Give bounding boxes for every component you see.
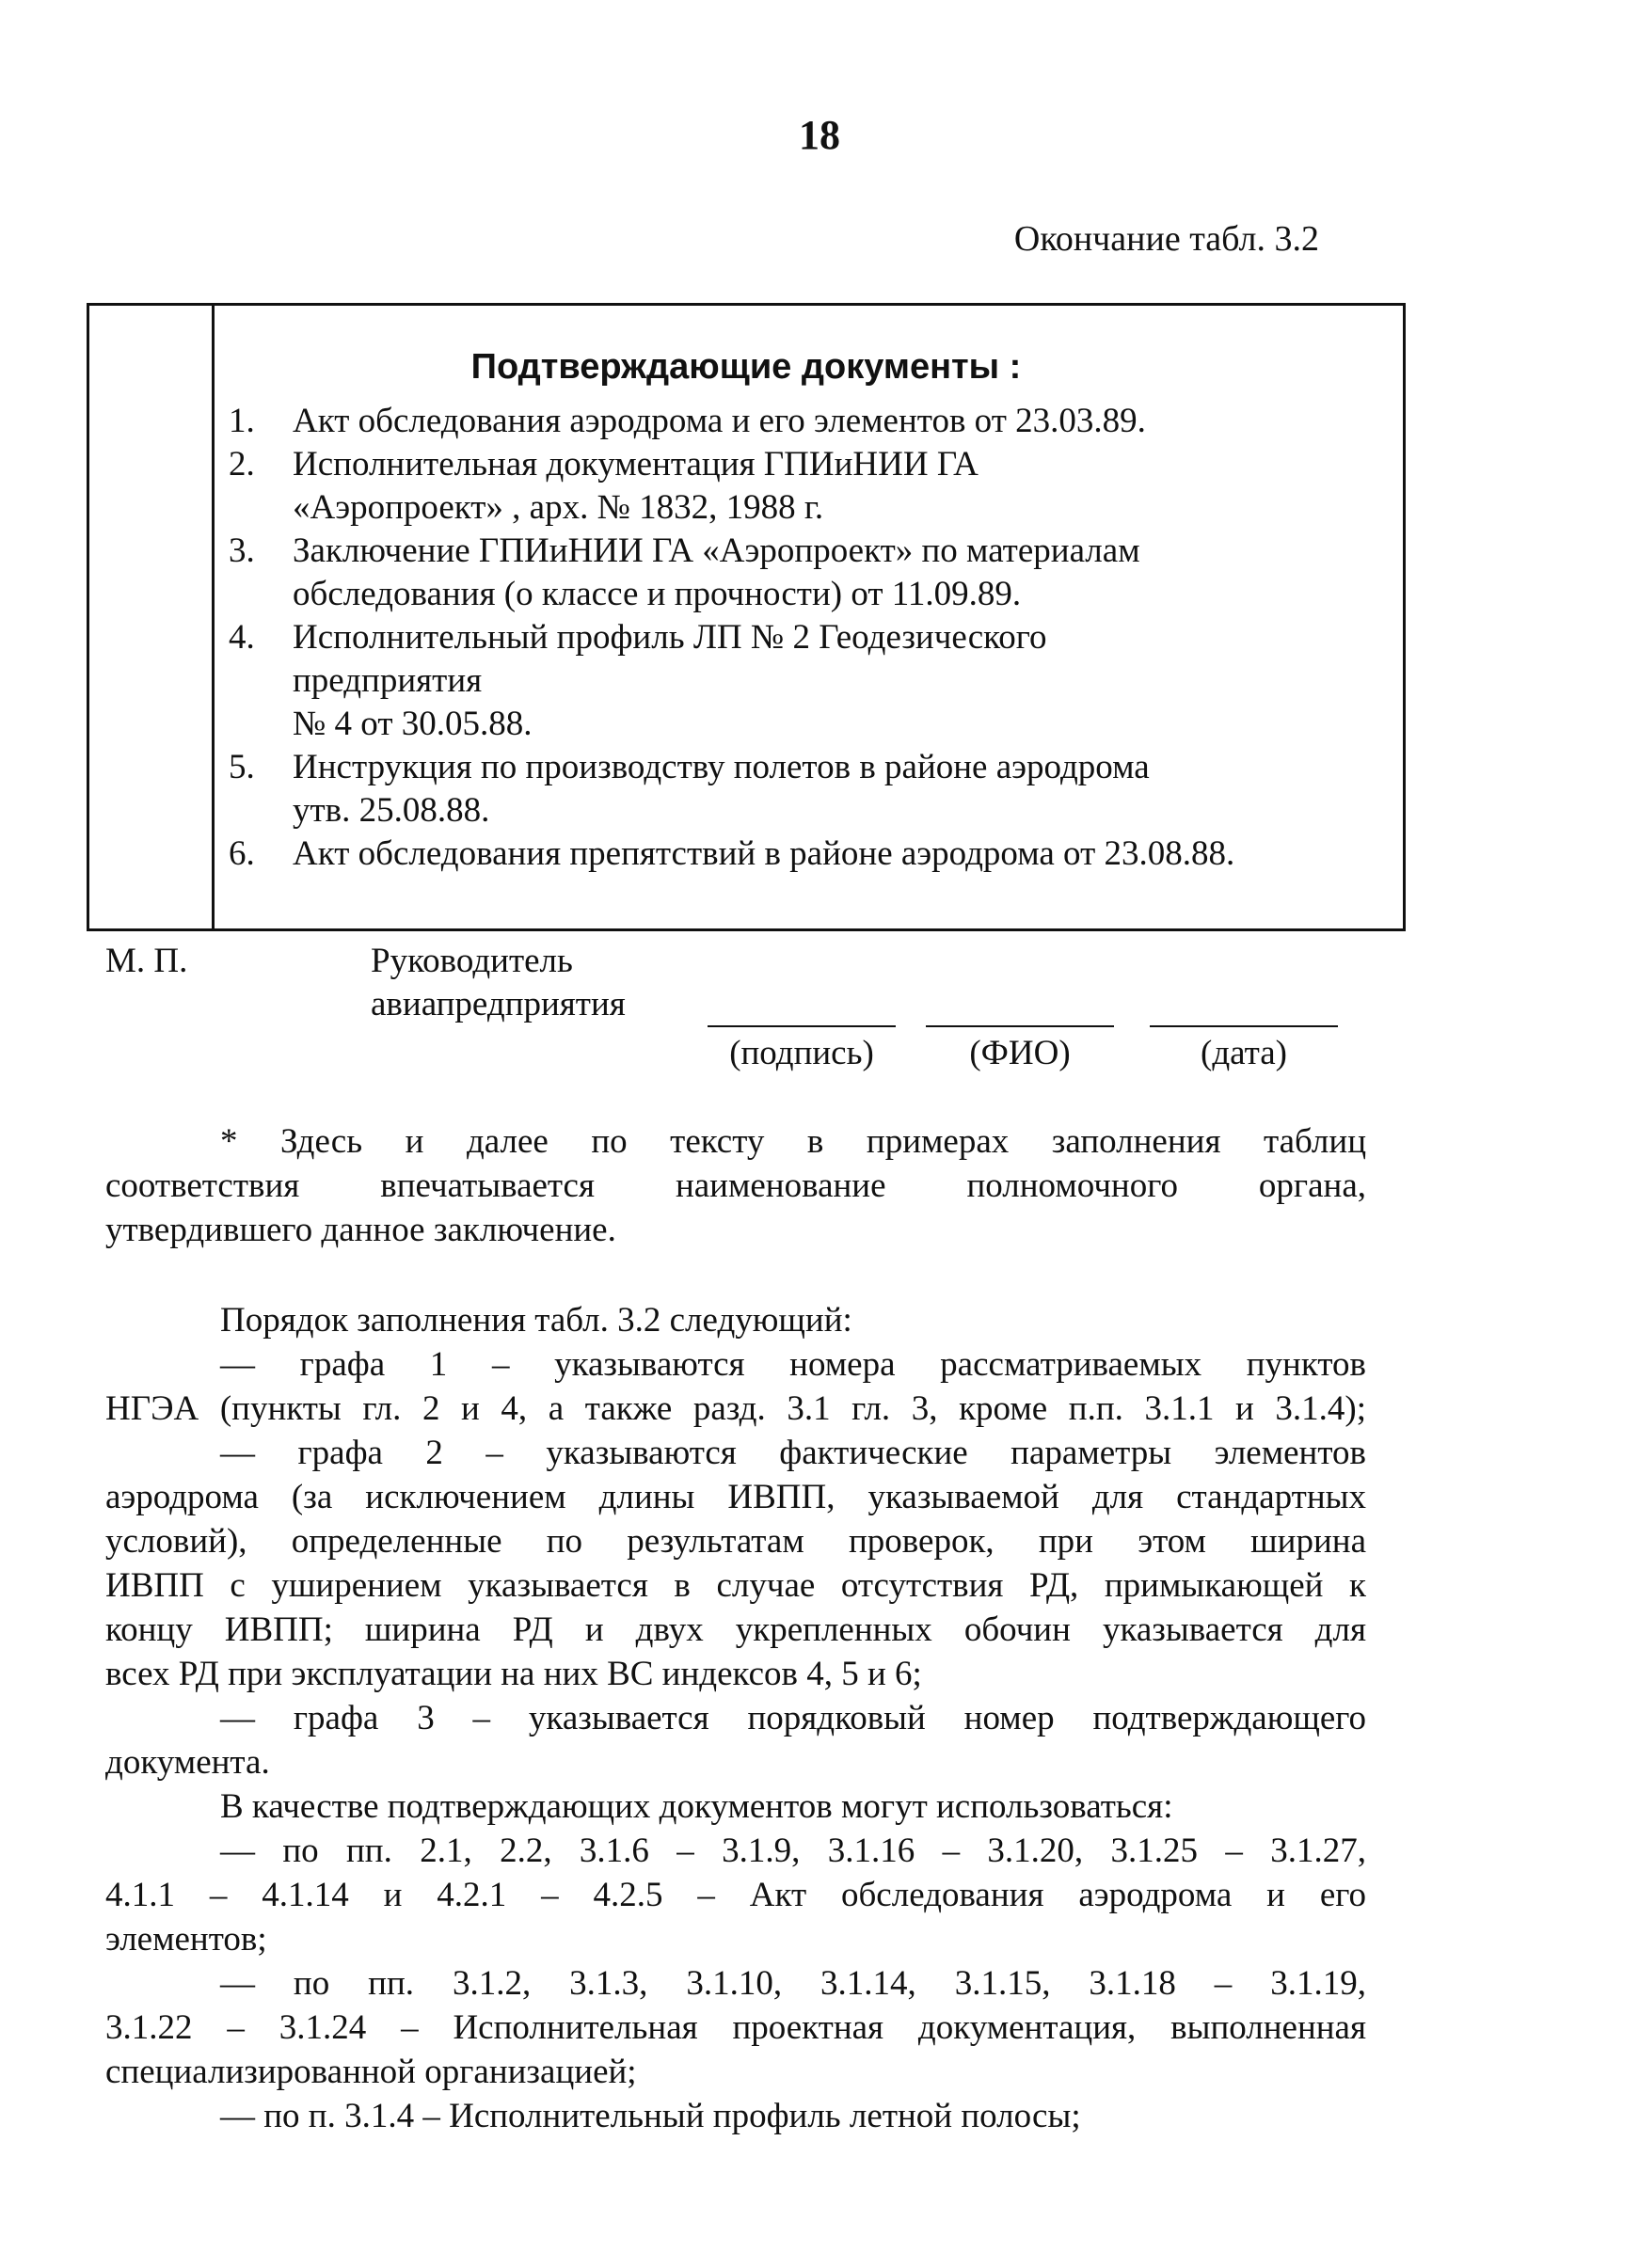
footnote-line: утвердившего данное заключение. (105, 1211, 616, 1249)
date-line (1150, 1025, 1338, 1027)
item-text: «Аэропроект» , арх. № 1832, 1988 г. (293, 488, 824, 527)
table-continuation-label: Окончание табл. 3.2 (1013, 219, 1319, 259)
text-line: документа. (105, 1743, 270, 1782)
name-field (926, 997, 1114, 1073)
item-text: предприятия (293, 661, 483, 700)
list-item (229, 530, 1395, 616)
text-line: условий), определенные по результатам проверок, при этом ширина (105, 1522, 1366, 1561)
footnote-line: соответствия впечатывается наименование полномочного органа, (105, 1166, 1366, 1205)
text-line: ИВПП с уширением указывается в случае отсутствия РД, примыкающей к (105, 1566, 1366, 1605)
item-text: Заключение ГПИиНИИ ГА «Аэропроект» по материалам (293, 531, 1140, 570)
name-line (926, 1025, 1114, 1027)
item-number: 1. (229, 402, 255, 440)
text-line: специализированной организацией; (105, 2053, 637, 2091)
item-text: Акт обследования аэродрома и его элементов от 23.03.89. (293, 402, 1146, 440)
item-number: 4. (229, 618, 255, 657)
manager-title: Руководитель (371, 942, 573, 980)
page-number: 18 (799, 112, 840, 158)
signature-line (708, 1025, 896, 1027)
item-text: Исполнительная документация ГПИиНИИ ГА (293, 445, 979, 484)
text-line: 4.1.1 – 4.1.14 и 4.2.1 – 4.2.5 – Акт обследования аэродрома и его (105, 1876, 1366, 1914)
text-line: — графа 3 – указывается порядковый номер подтверждающего (220, 1699, 1366, 1737)
text-line: — по пп. 2.1, 2.2, 3.1.6 – 3.1.9, 3.1.16 – 3.1.20, 3.1.25 – 3.1.27, (220, 1832, 1366, 1870)
list-item (229, 616, 1395, 746)
list-item (229, 443, 1395, 530)
signature-field (708, 997, 896, 1073)
signature-block (105, 941, 1404, 1082)
list-item (229, 400, 1395, 443)
text-line: — графа 2 – указываются фактические параметры элементов (220, 1434, 1366, 1472)
text-line: аэродрома (за исключением длины ИВПП, указываемой для стандартных (105, 1478, 1366, 1516)
item-text: утв. 25.08.88. (293, 791, 490, 830)
list-item (229, 833, 1395, 876)
item-number: 3. (229, 531, 255, 570)
instructions-text (105, 1298, 1366, 2138)
manager-title: авиапредприятия (371, 985, 626, 1023)
stamp-label: М. П. (105, 942, 188, 980)
signature-caption: (подпись) (729, 1034, 874, 1072)
documents-table (87, 303, 1406, 931)
item-number: 2. (229, 445, 255, 484)
paragraph: В качестве подтверждающих документов могут использоваться: (220, 1787, 1173, 1826)
item-text: Инструкция по производству полетов в районе аэродрома (293, 748, 1150, 786)
text-line: концу ИВПП; ширина РД и двух укрепленных обочин указывается для (105, 1610, 1366, 1649)
text-line: всех РД при эксплуатации на них ВС индексов 4, 5 и 6; (105, 1655, 922, 1693)
name-caption: (ФИО) (969, 1034, 1071, 1072)
item-text: № 4 от 30.05.88. (293, 705, 533, 743)
text-line: НГЭА (пункты гл. 2 и 4, а также разд. 3.1 гл. 3, кроме п.п. 3.1.1 и 3.1.4); (105, 1389, 1366, 1428)
text-line: — по п. 3.1.4 – Исполнительный профиль летной полосы; (220, 2097, 1081, 2135)
list-item (229, 746, 1395, 833)
table-column-divider (212, 306, 215, 928)
item-number: 6. (229, 834, 255, 873)
item-text: обследования (о классе и прочности) от 11.09.89. (293, 575, 1022, 613)
text-line: 3.1.22 – 3.1.24 – Исполнительная проектная документация, выполненная (105, 2008, 1366, 2047)
footnote (105, 1119, 1366, 1252)
item-text: Исполнительный профиль ЛП № 2 Геодезического (293, 618, 1047, 657)
table-heading: Подтверждающие документы : (470, 347, 1022, 387)
footnote-line: * Здесь и далее по тексту в примерах заполнения таблиц (220, 1122, 1366, 1161)
date-caption: (дата) (1201, 1034, 1287, 1072)
document-list (229, 400, 1395, 876)
paragraph: Порядок заполнения табл. 3.2 следующий: (220, 1301, 852, 1340)
text-line: — графа 1 – указываются номера рассматриваемых пунктов (220, 1345, 1366, 1384)
text-line: — по пп. 3.1.2, 3.1.3, 3.1.10, 3.1.14, 3.1.15, 3.1.18 – 3.1.19, (220, 1964, 1366, 2003)
date-field (1150, 997, 1338, 1073)
item-text: Акт обследования препятствий в районе аэродрома от 23.08.88. (293, 834, 1235, 873)
text-line: элементов; (105, 1920, 267, 1959)
item-number: 5. (229, 748, 255, 786)
